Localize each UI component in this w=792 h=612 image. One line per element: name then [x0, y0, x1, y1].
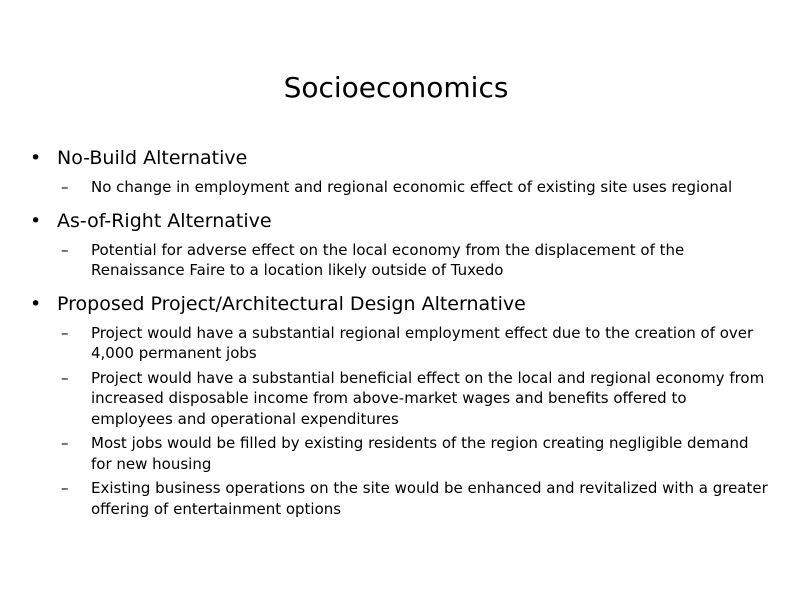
- bullet-text: As-of-Right Alternative: [57, 209, 272, 232]
- bullet-item: [30, 208, 770, 234]
- bullet-icon: •: [30, 147, 42, 169]
- sub-item: [61, 368, 771, 430]
- bullet-item: [30, 291, 770, 317]
- sub-list: [61, 240, 770, 281]
- dash-icon: –: [61, 368, 69, 387]
- sub-item: [61, 177, 771, 198]
- bullet-text: No-Build Alternative: [57, 147, 248, 169]
- dash-icon: –: [61, 178, 69, 196]
- dash-icon: –: [61, 479, 69, 497]
- sub-item-text: Most jobs would be filled by existing residents of the region creating negligible demand for new housing: [91, 434, 749, 473]
- sub-item-text: Existing business operations on the site would be enhanced and revitalized with a greater offering of entertainment options: [91, 479, 768, 518]
- bullet-item: [30, 145, 770, 171]
- sub-list: [61, 177, 770, 198]
- sub-item-text: Project would have a substantial regional employment effect due to the creation of over 4,000 permanent jobs: [91, 323, 754, 362]
- dash-icon: –: [61, 323, 69, 342]
- sub-item-text: Project would have a substantial beneficial effect on the local and regional economy from increased disposable income from above-market wages and benefits offered to employees and operational expenditures: [91, 368, 765, 428]
- dash-icon: –: [61, 434, 69, 452]
- bullet-icon: •: [30, 209, 42, 232]
- bullet-list: [30, 145, 770, 519]
- sub-item: [61, 240, 771, 281]
- bullet-text: Proposed Project/Architectural Design Alternative: [57, 292, 526, 315]
- slide-title: Socioeconomics: [283, 71, 509, 104]
- sub-item-text: No change in employment and regional economic effect of existing site uses regional: [91, 178, 733, 196]
- sub-item-text: Potential for adverse effect on the local economy from the displacement of the Renaissance Faire to a location likely outside of Tuxedo: [91, 240, 685, 279]
- sub-item: [61, 433, 771, 474]
- bullet-icon: •: [30, 292, 42, 315]
- sub-list: [61, 323, 770, 520]
- sub-item: [61, 478, 771, 519]
- dash-icon: –: [61, 240, 69, 259]
- sub-item: [61, 323, 771, 364]
